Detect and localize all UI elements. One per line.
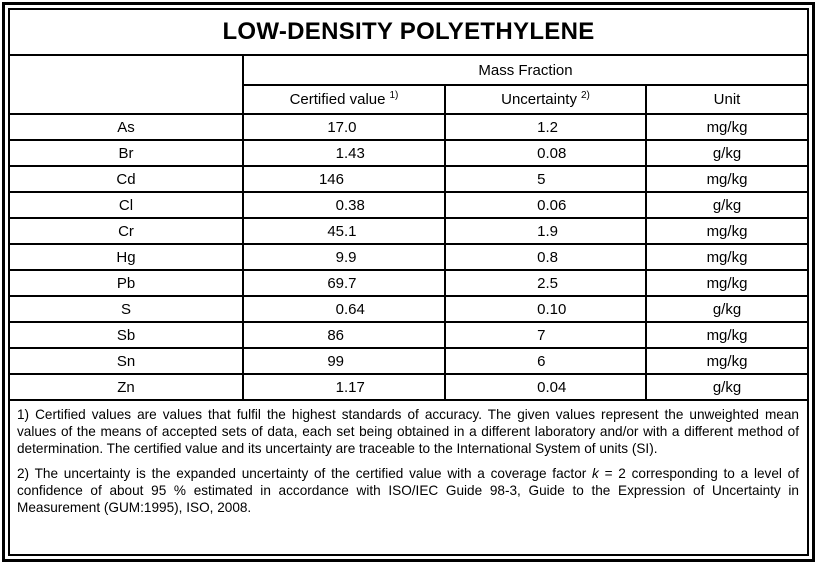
element-cell: Sn — [10, 348, 243, 374]
uncertainty-cell: 0 .08 — [445, 140, 646, 166]
unit-cell: g/kg — [646, 192, 807, 218]
unit-cell: mg/kg — [646, 322, 807, 348]
page-title: LOW-DENSITY POLYETHYLENE — [10, 10, 807, 56]
uncertainty-cell: 1 .9 — [445, 218, 646, 244]
element-cell: As — [10, 114, 243, 140]
element-cell: S — [10, 296, 243, 322]
unit-cell: mg/kg — [646, 114, 807, 140]
element-cell: Br — [10, 140, 243, 166]
uncertainty-cell: 7 — [445, 322, 646, 348]
unit-cell: mg/kg — [646, 348, 807, 374]
unit-cell: mg/kg — [646, 244, 807, 270]
uncertainty-cell: 0 .06 — [445, 192, 646, 218]
uncertainty-cell: 0 .10 — [445, 296, 646, 322]
table-row — [10, 296, 807, 322]
certified-value-cell: 146 — [243, 166, 445, 192]
unit-cell: g/kg — [646, 140, 807, 166]
table-row — [10, 244, 807, 270]
element-cell: Sb — [10, 322, 243, 348]
footnote-2-text-b: = 2 corresponding to a level of confidence of about 95 % estimated in accordance with ISO/IEC Guide 98-3, Guide to the Expression of Uncertainty in Measurement (GUM:1995), ISO, 2008. — [17, 466, 799, 515]
certified-value-cell: 17 .0 — [243, 114, 445, 140]
uncertainty-header — [445, 85, 646, 114]
footnote-1: 1) Certified values are values that fulfil the highest standards of accuracy. The given values represent the unweighted mean values of the means of accepted sets of data, each set being obtained in a different laboratory and/or with a different method of determination. The certified value and its uncertainty are traceable to the International System of units (SI). — [17, 407, 799, 456]
table-row — [10, 140, 807, 166]
uncertainty-cell: 5 — [445, 166, 646, 192]
uncertainty-label: Uncertainty — [501, 91, 577, 108]
certified-value-cell: 45 .1 — [243, 218, 445, 244]
footnote-2-text-a: 2) The uncertainty is the expanded uncertainty of the certified value with a coverage factor — [17, 466, 593, 481]
certified-value-cell: 1 .17 — [243, 374, 445, 400]
certified-value-cell: 0 .64 — [243, 296, 445, 322]
group-header-row — [10, 56, 807, 85]
table-row — [10, 192, 807, 218]
element-header-cell-empty — [10, 56, 243, 114]
element-cell: Zn — [10, 374, 243, 400]
certified-value-cell: 69 .7 — [243, 270, 445, 296]
unit-header: Unit — [646, 85, 807, 114]
certified-value-cell: 86 — [243, 322, 445, 348]
unit-cell: g/kg — [646, 296, 807, 322]
certified-value-cell: 0 .38 — [243, 192, 445, 218]
unit-cell: mg/kg — [646, 270, 807, 296]
element-cell: Hg — [10, 244, 243, 270]
footnote-2-ref: 2) — [580, 90, 590, 101]
table-row — [10, 218, 807, 244]
element-cell: Cr — [10, 218, 243, 244]
table-row — [10, 374, 807, 400]
element-cell: Pb — [10, 270, 243, 296]
footnote-1-ref: 1) — [389, 90, 399, 101]
unit-cell: mg/kg — [646, 166, 807, 192]
table-row — [10, 114, 807, 140]
unit-cell: mg/kg — [646, 218, 807, 244]
element-cell: Cd — [10, 166, 243, 192]
document-frame — [2, 2, 815, 562]
uncertainty-cell: 0 .8 — [445, 244, 646, 270]
certified-value-cell: 9 .9 — [243, 244, 445, 270]
coverage-factor-k-symbol: k — [592, 466, 599, 481]
table-body — [10, 114, 807, 400]
table-row — [10, 348, 807, 374]
certified-value-label: Certified value — [289, 91, 386, 108]
footnote-2 — [17, 465, 799, 516]
certified-value-cell: 99 — [243, 348, 445, 374]
uncertainty-cell: 1 .2 — [445, 114, 646, 140]
unit-cell: g/kg — [646, 374, 807, 400]
table-row — [10, 270, 807, 296]
table-header — [10, 56, 807, 114]
certified-value-cell: 1 .43 — [243, 140, 445, 166]
table-row — [10, 166, 807, 192]
certified-values-table — [10, 56, 807, 401]
uncertainty-cell: 0 .04 — [445, 374, 646, 400]
element-cell: Cl — [10, 192, 243, 218]
certificate-sheet — [8, 8, 809, 556]
uncertainty-cell: 2 .5 — [445, 270, 646, 296]
certified-value-header — [243, 85, 445, 114]
footnotes — [10, 401, 807, 554]
table-row — [10, 322, 807, 348]
uncertainty-cell: 6 — [445, 348, 646, 374]
mass-fraction-header: Mass Fraction — [243, 56, 807, 85]
